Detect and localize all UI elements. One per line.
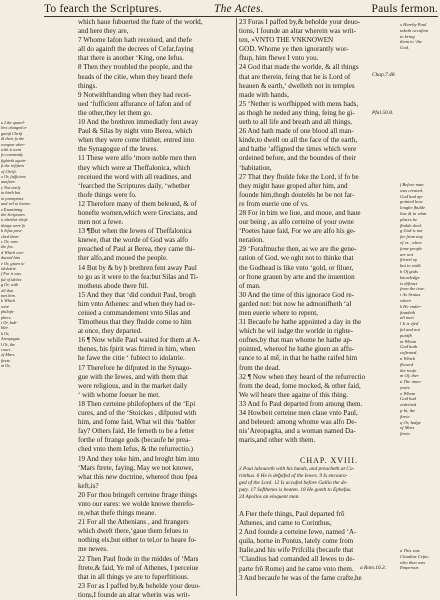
margin-note-line: f Before man <box>400 182 424 187</box>
margin-note-line: l It is vfed <box>400 321 419 327</box>
margin-note-line: God hath <box>400 344 418 350</box>
margin-note-line: knowledge <box>400 274 420 280</box>
text-line: 25 ‘Nether is worfhipped with mens hads, <box>239 99 359 108</box>
margin-note-line: l Ot, the <box>1 341 15 347</box>
text-line: ‘ with whome foeuer he met. <box>78 390 160 399</box>
text-line: cures, and of the ‘Stoickes , difputed with <box>78 409 197 418</box>
text-line: he fawe the citie ‘ fubiect to idolatrie. <box>78 354 185 363</box>
margin-note-line: God had <box>400 396 416 402</box>
text-line: motheus abode there ftil. <box>78 281 149 290</box>
text-line: that there is another ‘King, one Iefus. <box>78 54 184 63</box>
margin-note-line: of vs , when <box>400 239 422 245</box>
margin-note-line: all men <box>400 315 414 321</box>
margin-note-line: h Which <box>1 298 16 304</box>
text-line: made with hands, <box>239 90 289 99</box>
text-line: they which were at Theffalonica, which <box>78 163 191 172</box>
margin-note-line: n Which <box>400 355 416 361</box>
margin-note-line: of Mars <box>400 425 415 431</box>
text-line: 23 Foras I paffed by,& beholde your deuo- <box>239 18 361 26</box>
text-line: 27 That they fhulde feke the Lord, if fo be <box>239 172 359 181</box>
text-line: him, and fome faid, What wil this ‘babler <box>78 418 196 427</box>
text-line: from the dead, fome mocked, & other faid, <box>239 381 361 390</box>
right-column-after-chapter <box>239 510 397 583</box>
text-line: and hathe ‘affigned the times which were <box>239 145 357 154</box>
margin-note-line: p In, the <box>400 408 416 414</box>
margin-note-line: fighteth again- <box>1 157 27 163</box>
text-line: Timotheus that they fhulde come to him <box>78 318 192 327</box>
margin-note-line: ordeined <box>400 402 417 408</box>
text-line: that in all things ye are to fuperftitious. <box>78 572 189 581</box>
text-line: or ftone grauen by arte and the inuention <box>239 272 355 281</box>
margin-note-line: fome people <box>400 245 423 251</box>
text-line: 33 And fo Paul departed from among them. <box>239 399 363 408</box>
margin-note-line: u Like quarel- <box>1 120 26 125</box>
text-line: the Godhead is like vnto ‘gold, or filuer, <box>239 263 354 272</box>
margin-note-line: k Or, <box>1 330 10 336</box>
margin-note-line: are not <box>400 251 413 257</box>
margin-note-line: weapon wher- <box>1 141 26 147</box>
text-line: 22 Then Paul ftode in the middes of ‘Mars <box>78 554 199 563</box>
text-line: 11 These were alfo ‘more noble men then <box>78 154 196 163</box>
text-line: ther alfo,and moued the people. <box>78 254 168 263</box>
text-line: things. <box>78 81 98 90</box>
margin-note-line: Claudius Cefar, <box>400 553 429 559</box>
text-line: honefte women,which were Grecians, and <box>78 208 198 217</box>
margin-note-line: in birth but <box>1 190 21 196</box>
text-line: the Synagogue of the Iewes. <box>78 145 159 154</box>
margin-note-line: God had ap- <box>400 193 424 199</box>
text-line: and here they are, <box>78 27 129 36</box>
text-line: of man. <box>239 281 261 290</box>
text-line: fhup, him fhewe I vnto you. <box>239 54 319 63</box>
margin-note-line: lers charged a- <box>1 125 28 131</box>
margin-note-line: the fea. <box>1 244 14 250</box>
side-reference: Chap.7.48. <box>372 72 396 78</box>
text-line: him vnto Athenes: and when they had re- <box>78 299 195 308</box>
margin-note-line: ftirred vp <box>400 257 418 263</box>
text-line: which dwelt there,‘gaue them felues to <box>78 527 189 536</box>
text-line: rance to al mē, in that he hathe raifed him <box>239 354 358 363</box>
margin-note-line: g Or, with <box>1 282 19 288</box>
margin-note-line: all that <box>1 287 14 293</box>
running-head-right: Pauls fermon. <box>371 3 438 15</box>
margin-note-line: was created, <box>400 187 424 193</box>
text-line: 18 Then certeine philofophers of the ‘Epi <box>78 399 196 408</box>
margin-note-line: d Which con- <box>1 249 24 255</box>
margin-note-line: idolatrie. <box>1 265 17 271</box>
text-line: ten, »VNTO THE VNKNOWEN <box>239 36 334 45</box>
margin-note-line: & their fo the <box>1 136 25 142</box>
text-line: to go as it were to the fea:but Silas and Ti- <box>78 272 199 281</box>
text-line: when they were come thither, entred into <box>78 136 195 145</box>
text-line: ‘habitation, <box>239 163 272 172</box>
side-reference: Pfal.50.8. <box>372 110 394 116</box>
running-head-center: The Actes. <box>214 3 264 15</box>
text-line: parte frō Rome) and he came vnto them. <box>239 564 354 573</box>
text-line: heauen & earth,‘ dwelleth not in temples <box>239 81 355 90</box>
text-line: Athenes, and came to Corinthus, <box>239 519 332 528</box>
text-line: keft,is? <box>78 481 99 490</box>
margin-note-line: with it went <box>1 147 22 153</box>
text-line: which he wil iudge the worlde in righte- <box>239 327 354 336</box>
margin-note-line: f For it was <box>1 271 21 277</box>
margin-note-line: ful and not <box>400 326 420 332</box>
text-line: me newes. <box>78 545 108 554</box>
text-line: and beleued: among whome was alfo De- <box>239 418 357 427</box>
margin-note-line: and wil to learne. <box>1 201 32 207</box>
text-line: thofe things were fo. <box>78 190 137 199</box>
margin-note-line: far from any <box>400 234 423 240</box>
text-line: gue with the Iewes, and with them that <box>78 372 188 381</box>
text-line: 23 For as I paffed by,& behelde your deuo- <box>78 581 201 590</box>
text-line: 28 For in him we liue, and moue, and haue <box>239 208 361 217</box>
summary-line: 24 Apollos an eloquent man. <box>239 494 300 500</box>
text-line: thenes, his fpirit was ftirred in him, when <box>78 345 196 354</box>
summary-line: 3 Paul laboureth with his hands, and preacheth at Co- <box>239 466 355 472</box>
header-rule <box>44 16 438 17</box>
text-line: were religious, and in the market daily <box>78 381 188 390</box>
margin-note-line: ftandeth <box>400 309 416 315</box>
text-line: ‘Poetes haue faid, For we are alfo his ge- <box>239 227 356 236</box>
text-line: We wil heare thee againe of this thing. <box>239 390 348 399</box>
text-line: from the dead. <box>239 363 281 372</box>
text-line: ‘Mars ftrete, faying, May we not knowe, <box>78 463 194 472</box>
text-line: 2 And founde a certeine Iewe, named ‘A- <box>239 528 357 537</box>
text-line: kinde,to dwell on all the face of the earth, <box>239 136 358 145</box>
text-line: oufnes,by that man whome he hathe ap- <box>239 336 353 345</box>
margin-note-line: n The inner <box>400 379 422 385</box>
margin-note-line: ftrete. <box>1 357 11 363</box>
margin-note-line: yeare <box>400 384 411 390</box>
text-line: they might haue groped after him, and <box>239 181 348 190</box>
right-margin-notes-mid <box>400 182 439 437</box>
margin-note-line: philofo- <box>1 309 15 315</box>
text-line: GOD. Whome ye then ignorantly wor- <box>239 45 349 54</box>
text-line: men not a fewe. <box>78 218 124 227</box>
text-line: which haue fubuerted the ftate of the world, <box>78 18 203 26</box>
text-line: the other,they let them go. <box>78 108 153 117</box>
margin-note-line: m Of, ther <box>400 373 419 379</box>
column-rule <box>236 18 237 596</box>
text-line: 8 Then they troubled the people, and the <box>78 63 193 72</box>
running-head-left: To fearch the Scriptures. <box>44 3 162 15</box>
margin-note-line: i As Aratus <box>400 292 421 298</box>
text-line: 34 Howbeit certeine men claue vnto Paul, <box>239 409 358 418</box>
text-line: nis’Areopagita, and a woman named Da- <box>239 427 356 436</box>
text-line: maris,and other with them. <box>239 436 316 445</box>
left-column <box>78 18 234 600</box>
margin-note-line: fo commonly <box>1 152 24 158</box>
margin-note-line: b Iefus prea- <box>1 228 23 234</box>
text-line: 30 And the time of this ignorace God re- <box>239 290 355 299</box>
text-line: Italie,and his wife Prifcilla (becaufe that <box>239 546 354 555</box>
text-line: ‘Claudius had comanded all Iewes to de- <box>239 555 355 564</box>
text-line: preached of Paul at Berea, they came thi- <box>78 245 195 254</box>
text-line: ration of God, we oght not to thinke that <box>239 254 354 263</box>
text-line: ued ‘fufficient affurance of Iafon and of <box>78 99 192 108</box>
margin-note-line: ftrete. <box>400 431 411 437</box>
margin-note-line: where. <box>400 297 413 303</box>
text-line: knewe, that the worde of God was alfo <box>78 236 188 245</box>
margin-note-line: the reafo <box>400 367 417 373</box>
margin-note-line: met him. <box>1 293 16 298</box>
text-line: 10 And the brethren immediatly fent away <box>78 118 199 127</box>
text-line: all do againft the decrees of Cefar,faying <box>78 45 194 54</box>
text-line: 32 ¶ Now when they heard of the refurrectio <box>239 372 366 381</box>
text-line: 7 Whome Iafon hath receiued, and thefe <box>78 36 192 45</box>
margin-note-line: places he <box>400 216 418 222</box>
margin-note-line: the Scriptures <box>1 211 25 217</box>
margin-note-line: who then was <box>400 559 426 565</box>
margin-note-line: c Or, vnto <box>1 238 18 244</box>
text-line: receiued the word with all readines, and <box>78 172 192 181</box>
text-line: 17 Therefore he difputed in the Synago- <box>78 363 192 372</box>
margin-note-line: x Hereby Paul <box>400 22 427 27</box>
margin-note-line: z Examining <box>1 206 23 212</box>
text-line: tions, I founde an altar wherein was writ- <box>239 27 357 36</box>
text-line: 14 But by & by þ brethren fent away Paul <box>78 263 197 272</box>
text-line: vnto our eares: we wolde knowe therefo- <box>78 499 195 508</box>
margin-note-line: things were fo <box>1 222 26 228</box>
margin-note-line: ftrete. <box>400 413 411 419</box>
text-line: ueth to all life and breath and all things, <box>239 118 352 127</box>
right-margin-notes-top <box>400 22 439 51</box>
margin-note-line: were <box>1 303 10 309</box>
chapter-summary <box>239 466 401 501</box>
margin-note-line: e Or, giuen to <box>1 260 25 266</box>
margin-note-line: h Of gods <box>400 268 418 274</box>
text-line: 19 And they toke him, and broght him into <box>78 454 200 463</box>
text-line: garded not: but now he admonifheth ‘al <box>239 299 352 308</box>
text-line: 13 ¶But when the Iewes of Theffalonica <box>78 227 192 236</box>
margin-note-line: fhulde dwel. <box>400 222 423 228</box>
margin-note-line: from the true. <box>400 286 425 292</box>
margin-note-line: of Mars <box>1 352 15 358</box>
margin-note-line: fhewed <box>400 361 414 367</box>
text-line: what this new doctrine, whereof thou fpea <box>78 472 198 481</box>
text-line: ftrete,& faid, Ye mē of Athenes, I perceiue <box>78 563 199 572</box>
text-line: as thogh he neded any thing, feing he gi- <box>239 108 355 117</box>
text-line: ceiued a commandement vnto Silas and <box>78 309 191 317</box>
text-line: 9 Notwithftanding when they had recei- <box>78 90 192 99</box>
running-head <box>44 3 438 17</box>
text-line: 12 Therefore many of them beleued, & of <box>78 199 197 208</box>
margin-note-line: u whether thofe <box>1 217 28 223</box>
margin-note-line: gainft Chrift <box>1 130 23 136</box>
margin-note-line: punifh <box>400 332 412 338</box>
text-line: re,what thefe things meane. <box>78 509 157 518</box>
margin-note-line: i Or, bab- <box>1 320 18 326</box>
text-line: 16 ¶ Now while Paul waited for them at A- <box>78 336 201 345</box>
margin-note-line: y Not onely <box>1 184 21 190</box>
summary-line: rinthus. 6 He is defpifed of the Iewes. 9 Is encoura- <box>239 473 348 479</box>
margin-note-line: cofirmed. <box>400 350 418 356</box>
margin-note-line: k He vnder- <box>400 303 422 309</box>
margin-note-line: to bring <box>400 33 415 39</box>
text-line: 31 Becaufe he hathe appointed a day in the <box>239 318 362 327</box>
text-line: re from euerie one of vs. <box>239 199 309 208</box>
margin-note-line: x Or, fufficient <box>1 174 26 180</box>
text-line: neration. <box>239 236 265 245</box>
margin-note-line: ched them <box>1 233 19 239</box>
text-line: ordeined before, and the boundes of their <box>239 154 356 163</box>
text-line: ched vnto them Iefus, & the refurrectio.) <box>78 445 194 454</box>
text-line: tions,I founde an altar wherin was writ- <box>78 590 191 599</box>
margin-note-line: ful of idoles <box>1 276 22 282</box>
text-line: founde him,thogh doutelés he be not far- <box>239 190 355 199</box>
margin-note-line: court <box>1 347 11 353</box>
margin-note-line: aunfwer. <box>1 179 16 185</box>
text-line: 26 And hath made of one blood all man- <box>239 127 354 136</box>
margin-note-line: Emperour. <box>400 565 420 571</box>
left-margin-notes <box>1 120 39 369</box>
margin-note-line: m Or, <box>1 363 11 369</box>
text-line: quila, borne in Pontus, lately come from <box>239 537 354 546</box>
margin-note-line: ducted him <box>1 255 20 261</box>
text-line: men euerie where to repent, <box>239 309 318 317</box>
margin-note-line: taketh occafion <box>400 27 429 33</box>
text-line: A Fter thefe things, Paul departed frō <box>239 510 345 518</box>
text-line: pointed, whereof he hathe giuen an affu- <box>239 345 355 354</box>
text-line: 3 And becaufe he was of the fame crafte,he <box>239 573 362 582</box>
text-line: ‘fearched the Scriptures daily, ‘whether <box>78 181 191 190</box>
margin-note-line: a This was <box>400 548 420 553</box>
text-line: 20 For thou bringeft certeine ftrage things <box>78 490 197 499</box>
margin-note-line: q Or, Iudge <box>400 419 421 425</box>
right-margin-notes-bottom <box>400 548 439 571</box>
text-line: our being , as alfo certeine of your owne <box>239 218 354 227</box>
text-line: 29 ‘Forafmuche then, as we are the gene- <box>239 245 357 254</box>
margin-note-line: is diftinct <box>400 280 418 286</box>
summary-line: ged of the Lord. 12 Is accufed before Gallio the de- <box>239 480 348 486</box>
margin-note-line: but to walk. <box>400 263 422 269</box>
text-line: that are therein, feing that he is Lord of <box>239 72 351 81</box>
text-line: Paul & Silas by night vnto Berea, which <box>78 127 193 136</box>
text-line: 21 For all the Athenians , and ftrangers <box>78 518 189 527</box>
right-column <box>239 18 397 445</box>
margin-note-line: in promptnes <box>1 195 24 201</box>
margin-note-line: o Whom <box>400 390 416 396</box>
margin-note-line: pointed how <box>400 199 423 205</box>
margin-note-line: g God is not <box>400 228 423 234</box>
text-line: forthe of ftrange gods (becaufe he prea- <box>78 436 191 445</box>
margin-note-line: ft the refifters <box>1 163 25 169</box>
chapter-heading: CHAP. XVIII. <box>300 456 358 465</box>
margin-note-line: longhe fhulde <box>400 205 426 211</box>
text-line: 15 And they that ‘did conduit Paul, brogh <box>78 290 196 299</box>
margin-note-line: bler. <box>1 325 9 331</box>
margin-note-line: liue & in what <box>400 210 427 216</box>
text-line: 24 God that made the worlde, & all things <box>239 63 359 72</box>
summary-line: puty. 17 Softhenes is beaten. 18 He goeth to Ephefus. <box>239 487 352 493</box>
margin-note-line: of Chrift. <box>1 168 17 174</box>
side-reference: a Rom.16.3. <box>360 565 387 571</box>
margin-note-line: Areopagus. <box>1 336 21 342</box>
text-line: heads of the citie, when they heard thefe <box>78 72 193 81</box>
margin-note-line: God. <box>400 45 410 51</box>
text-line: fay? Others faid, He femeth to be a fetter <box>78 427 195 436</box>
margin-note-line: them to ‘the <box>400 39 422 45</box>
text-line: nothing els,but either to tel,or to heare fo- <box>78 536 197 545</box>
margin-note-line: m Whom <box>400 338 417 344</box>
margin-note-line: phers. <box>1 314 12 320</box>
text-line: at once, they departed. <box>78 327 143 336</box>
